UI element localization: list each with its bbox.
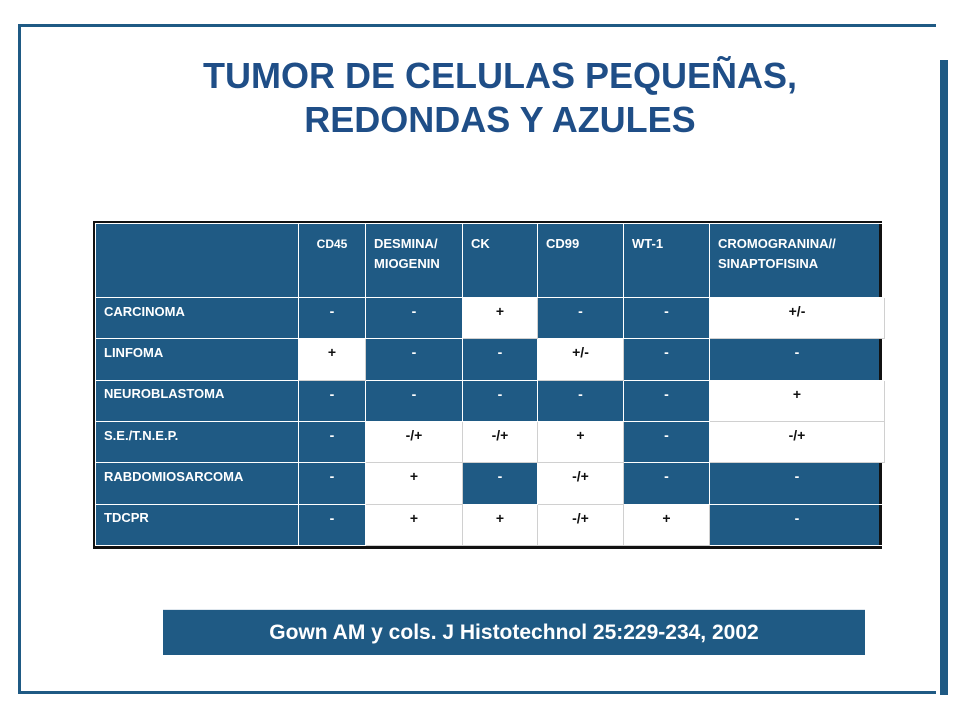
table-row (96, 504, 885, 545)
marker-table-container (93, 221, 882, 549)
table-cell: - (624, 298, 710, 339)
row-label: CARCINOMA (96, 298, 299, 339)
slide-title (100, 54, 900, 142)
table-row (96, 463, 885, 504)
citation-box: Gown AM y cols. J Histotechnol 25:229-234, 2002 (163, 609, 865, 655)
row-label: LINFOMA (96, 339, 299, 380)
table-cell: + (463, 504, 538, 545)
header-wt1: WT-1 (624, 224, 710, 298)
table-cell: - (366, 339, 463, 380)
table-cell: - (299, 298, 366, 339)
title-line-1: TUMOR DE CELULAS PEQUEÑAS, (202, 55, 798, 96)
header-ck: CK (463, 224, 538, 298)
table-cell: - (366, 380, 463, 421)
header-cromogranina: CROMOGRANINA// SINAPTOFISINA (710, 224, 885, 298)
table-cell: - (710, 463, 885, 504)
frame-bottom-border (18, 691, 936, 694)
table-cell: - (299, 421, 366, 462)
row-label: S.E./T.N.E.P. (96, 421, 299, 462)
table-cell: - (624, 463, 710, 504)
table-cell: - (624, 421, 710, 462)
table-cell: - (624, 339, 710, 380)
table-cell: -/+ (710, 421, 885, 462)
table-cell: - (299, 380, 366, 421)
row-label: TDCPR (96, 504, 299, 545)
header-cd45: CD45 (299, 224, 366, 298)
table-row (96, 421, 885, 462)
table-cell: - (463, 463, 538, 504)
table-cell: +/- (710, 298, 885, 339)
table-cell: - (538, 380, 624, 421)
table-cell: +/- (538, 339, 624, 380)
table-cell: -/+ (538, 463, 624, 504)
table-cell: - (366, 298, 463, 339)
table-cell: + (299, 339, 366, 380)
table-cell: - (299, 463, 366, 504)
table-cell: -/+ (538, 504, 624, 545)
table-cell: + (624, 504, 710, 545)
table-cell: + (366, 463, 463, 504)
table-cell: - (710, 339, 885, 380)
table-cell: -/+ (463, 421, 538, 462)
table-cell: - (463, 380, 538, 421)
table-cell: - (299, 504, 366, 545)
table-row (96, 298, 885, 339)
table-cell: - (624, 380, 710, 421)
row-label: RABDOMIOSARCOMA (96, 463, 299, 504)
table-cell: + (463, 298, 538, 339)
table-row (96, 339, 885, 380)
frame-left-border (18, 24, 21, 694)
table-cell: -/+ (366, 421, 463, 462)
header-empty-cell (96, 224, 299, 298)
table-cell: - (710, 504, 885, 545)
table-cell: + (538, 421, 624, 462)
marker-table (95, 223, 885, 546)
frame-top-border (18, 24, 936, 27)
row-label: NEUROBLASTOMA (96, 380, 299, 421)
table-cell: - (538, 298, 624, 339)
table-row (96, 380, 885, 421)
header-desmina: DESMINA/ MIOGENIN (366, 224, 463, 298)
title-line-2: REDONDAS Y AZULES (304, 99, 696, 140)
right-accent-bar (940, 60, 948, 695)
table-cell: + (710, 380, 885, 421)
table-cell: - (463, 339, 538, 380)
table-header-row (96, 224, 885, 298)
header-cd99: CD99 (538, 224, 624, 298)
table-cell: + (366, 504, 463, 545)
